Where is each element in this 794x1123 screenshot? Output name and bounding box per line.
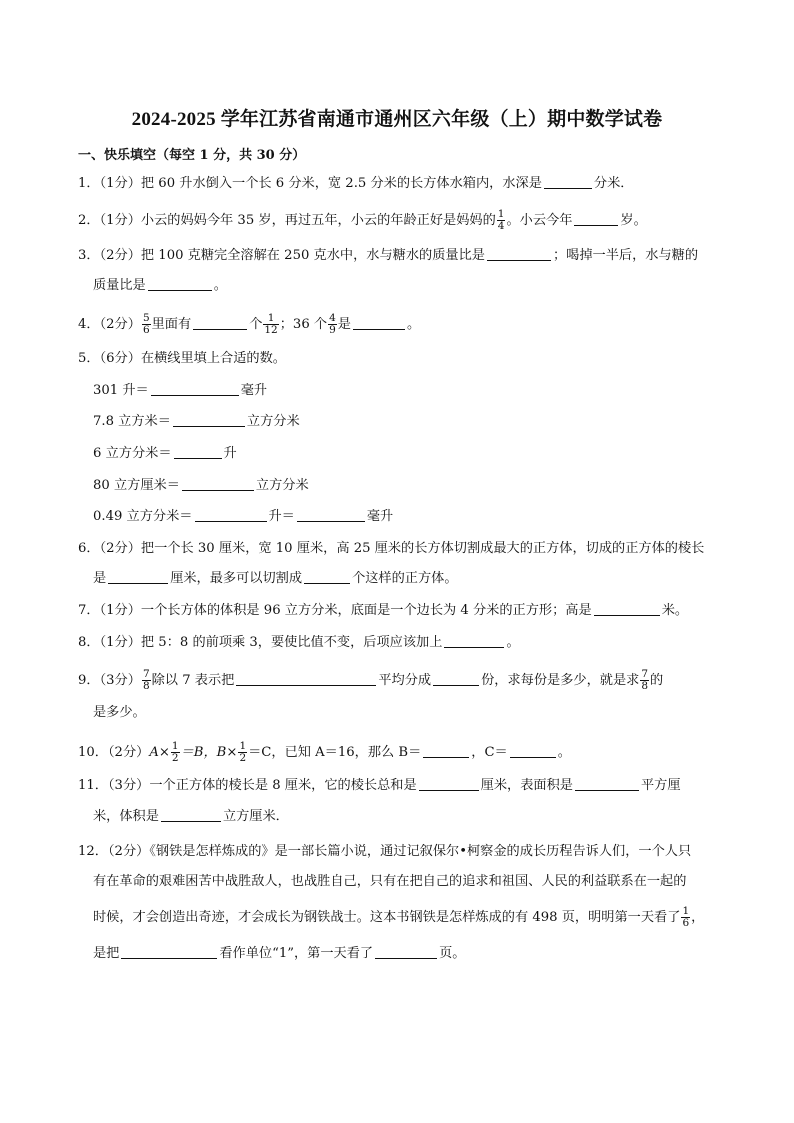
question-text: 的 [650,673,664,688]
question-5 [78,350,286,368]
question-text: ；36 个 [279,317,328,332]
question-5-item-5 [93,508,393,526]
question-text: 6 立方分米＝ [93,446,172,461]
question-text: 。 [406,317,421,332]
question-7 [78,602,688,620]
question-text: 。 [506,635,520,650]
math-symbol: × [158,745,170,760]
answer-blank[interactable] [510,744,556,758]
question-text: 平方厘 [640,778,681,793]
question-text: 厘米，最多可以切割成 [170,571,303,586]
question-text: 。 [557,745,571,760]
answer-blank[interactable] [151,382,239,396]
question-text: 80 立方厘米＝ [93,478,180,493]
fraction: $\frac{1}{12}$ [264,312,278,336]
question-text: ；喝掉一半后，水与糖的 [552,248,699,263]
question-5-item-3 [93,445,237,463]
answer-blank[interactable] [574,212,618,226]
question-text: 除以 7 表示把 [151,673,235,688]
question-5-item-2 [93,413,300,431]
question-text: 6．（2分）把一个长 30 厘米，宽 10 厘米，高 25 厘米的长方体切割成最大的正方体，切成的正方体的棱长 [78,541,705,556]
answer-blank[interactable] [575,777,639,791]
question-text: 是 [337,317,351,332]
question-text: 5．（6分）在横线里填上合适的数。 [78,351,286,366]
question-12-line-2 [93,873,686,891]
question-text: 2．（1分）小云的妈妈今年 35 岁，再过五年，小云的年龄正好是妈妈的 [78,213,496,228]
question-text: 毫升 [366,509,394,524]
fraction: $\frac{7}{8}$ [142,668,150,692]
answer-blank[interactable] [544,175,592,189]
answer-blank[interactable] [594,602,660,616]
answer-blank[interactable] [353,316,405,330]
question-text: ＝C，已知 A＝16，那么 B＝ [248,745,422,760]
question-text: 升 [223,446,237,461]
question-5-item-4 [93,477,309,495]
variable: A [149,745,159,760]
question-text: 3．（2分）把 100 克糖完全溶解在 250 克水中，水与糖水的质量比是 [78,248,485,263]
question-11-cont [93,808,289,826]
question-text: 12．（2分）《钢铁是怎样炼成的》是一部长篇小说，通过记叙保尔•柯察金的成长历程告诉人们，一个人只 [78,844,692,859]
question-text: 分米． [593,176,634,191]
question-text: 页。 [439,946,466,961]
question-text: 。 [213,278,227,293]
question-text: 8．（1分）把 5：8 的前项乘 3，要使比值不变，后项应该加上 [78,635,443,650]
answer-blank[interactable] [375,945,437,959]
fraction: $\frac{5}{6}$ [142,312,150,336]
question-text: 毫升 [240,383,268,398]
fraction: $\frac{1}{2}$ [171,740,179,764]
question-text: 301 升＝ [93,383,149,398]
question-text: 平均分成 [378,673,432,688]
question-text: 0.49 立方分米＝ [93,509,193,524]
question-text: ，C＝ [471,745,508,760]
question-text: 时候，才会创造出奇迹，才会成长为钢铁战士。这本书钢铁是怎样炼成的有 498 页，明明第一天看了 [93,910,681,925]
question-1 [78,175,633,193]
section-heading: 一、快乐填空（每空 1 分，共 30 分） [78,148,306,163]
answer-blank[interactable] [193,316,247,330]
question-3-cont [93,277,227,295]
answer-blank[interactable] [419,777,479,791]
math-symbol: × [226,745,238,760]
answer-blank[interactable] [423,744,469,758]
question-text: 份，求每份是多少，就是求 [481,673,640,688]
question-text: 。小云今年 [506,213,573,228]
question-9-cont [93,704,146,722]
question-text: 看作单位“1”，第一天看了 [219,946,374,961]
question-5-item-1 [93,382,267,400]
question-11 [78,777,681,795]
question-text: 10．（2分） [78,745,150,760]
question-9 [78,669,663,692]
answer-blank[interactable] [173,413,245,427]
question-text: 有在革命的艰难困苦中战胜敌人，也战胜自己，只有在把自己的追求和祖国、人民的利益联系在一起的 [93,874,687,889]
question-text: 岁。 [620,213,647,228]
fraction: $\frac{1}{6}$ [682,905,690,929]
question-text: 厘米，表面积是 [480,778,573,793]
question-text: ， [691,910,705,925]
answer-blank[interactable] [195,508,267,522]
answer-blank[interactable] [304,570,350,584]
question-text: 9．（3分） [78,673,141,688]
question-text: 7．（1分）一个长方体的体积是 96 立方分米，底面是一个边长为 4 分米的正方形；高是 [78,603,592,618]
question-text: 4．（2分） [78,317,141,332]
question-3 [78,247,698,265]
question-text: ＝B，B [180,745,227,760]
question-text: 质量比是 [93,278,146,293]
question-8 [78,634,520,652]
question-12 [78,843,691,861]
fraction: $\frac{7}{8}$ [641,668,649,692]
question-text: 立方分米 [255,478,309,493]
fraction: $\frac{1}{4}$ [497,208,505,232]
question-12-line-3 [93,906,704,929]
question-text: 立方分米 [246,414,300,429]
question-text: 7.8 立方米＝ [93,414,171,429]
question-text: 11．（3分）一个正方体的棱长是 8 厘米，它的棱长总和是 [78,778,417,793]
question-text: 个这样的正方体。 [352,571,458,586]
question-text: 米，体积是 [93,809,159,824]
question-text: 米。 [661,603,689,618]
question-text: 是 [93,571,107,586]
answer-blank[interactable] [108,570,168,584]
page-title: 2024-2025 学年江苏省南通市通州区六年级（上）期中数学试卷 [131,109,663,130]
question-text: 是多少。 [93,705,146,720]
question-10 [78,741,571,764]
fraction: $\frac{4}{9}$ [329,312,336,336]
answer-blank[interactable] [121,945,217,959]
answer-blank[interactable] [444,634,504,648]
answer-blank[interactable] [433,672,479,686]
answer-blank[interactable] [174,445,222,459]
answer-blank[interactable] [487,247,551,261]
fraction: $\frac{1}{2}$ [239,740,247,764]
question-text: 1．（1分）把 60 升水倒入一个长 6 分米，宽 2.5 分米的长方体水箱内，水深是 [78,176,542,191]
question-6-cont [93,570,458,588]
answer-blank[interactable] [297,508,365,522]
answer-blank[interactable] [148,277,212,291]
question-text: 升＝ [268,509,295,524]
question-text: 是把 [93,946,120,961]
question-12-line-4 [93,945,466,963]
question-6 [78,540,704,558]
question-4 [78,313,420,336]
question-text: 立方厘米． [222,809,289,824]
question-text: 个 [249,317,263,332]
answer-blank[interactable] [161,808,221,822]
question-text: 里面有 [151,317,192,332]
question-2 [78,209,647,232]
answer-blank[interactable] [182,477,254,491]
answer-blank[interactable] [236,672,376,686]
